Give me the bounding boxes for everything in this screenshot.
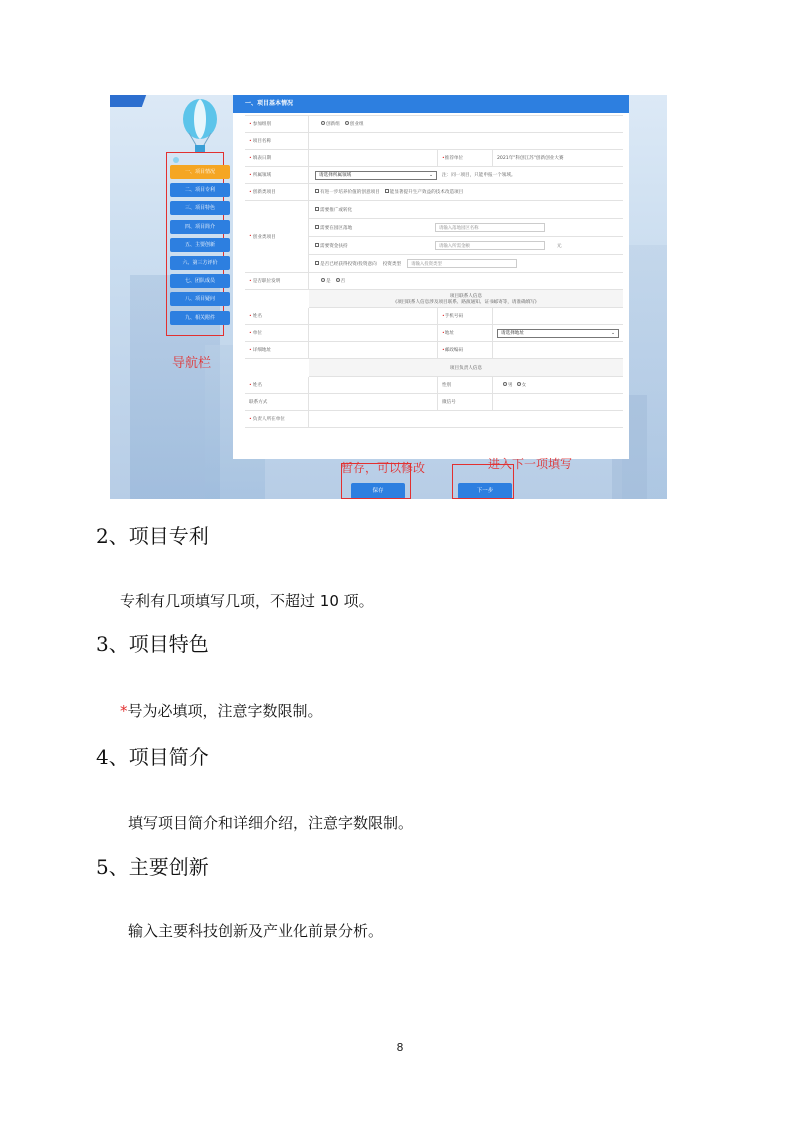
chevron-down-icon: ⌄ [611, 330, 615, 336]
contact-zip-label: 邮政编码 [444, 348, 464, 353]
next-step-button[interactable]: 下一步 [458, 483, 512, 499]
contact-name-label: 姓名 [252, 314, 262, 319]
track-radio-startup[interactable]: 创业组 [345, 121, 364, 127]
page-number: 8 [396, 1041, 404, 1054]
form-row: • 负责人所在单位 [245, 411, 623, 428]
leader-contact-label: 联系方式 [249, 400, 268, 405]
form-grid [245, 115, 623, 428]
track-radio-innovation[interactable]: 创新组 [321, 121, 340, 127]
innov-checkbox-2[interactable]: 能显著提升生产效益的技术改造项目 [385, 189, 464, 195]
gender-radio-male[interactable]: 男 [503, 382, 513, 388]
field-note: 注：同一项目，只能申报一个领域。 [442, 173, 516, 178]
save-button[interactable]: 保存 [351, 483, 405, 499]
nav-item-features[interactable]: 三、项目特色 [170, 201, 230, 215]
job-radio-yes[interactable]: 是 [321, 278, 331, 284]
nav-top-dot [173, 157, 179, 163]
nav-item-intro[interactable]: 四、项目简介 [170, 220, 230, 234]
startup-checkbox-3[interactable]: 需要资金扶持 [315, 243, 423, 249]
gender-radio-female[interactable]: 女 [517, 382, 527, 388]
leader-name-input[interactable] [309, 377, 437, 393]
section-heading-features: 3、项目特色 [96, 632, 209, 656]
recommender-value: 2021年"科创江苏"创新创业大赛 [497, 156, 564, 161]
leader-gender-label: 性别 [442, 383, 452, 388]
save-annotation: 暂存，可以修改 [341, 461, 426, 475]
name-label: 项目名称 [252, 139, 272, 144]
form-row: • 单位 • 地址 请选择地址 ⌄ [245, 325, 623, 342]
innov-checkbox-1[interactable]: 有进一步培养价值的创意项目 [315, 189, 380, 195]
nav-item-questions[interactable]: 八、项目疑问 [170, 292, 230, 306]
contact-addr-label: 地址 [444, 331, 454, 336]
section-body-innovation: 输入主要科技创新及产业化前景分析。 [128, 922, 384, 940]
section-heading-intro: 4、项目简介 [96, 745, 209, 769]
recommender-label: 推荐单位 [444, 156, 464, 161]
contact-detail-label: 详细地址 [252, 348, 272, 353]
required-star: * [120, 702, 128, 720]
form-row: • 创业类项目 需要推广或转化 需要在园区落地 请输入落地园区名称 需要资金扶持 请输入所需金额 元 是否已经获得投资/投资意向 投资类型 请输入投资类型 [245, 201, 623, 273]
form-screenshot [110, 95, 667, 499]
section-body-intro: 填写项目简介和详细介绍，注意字数限制。 [128, 814, 414, 832]
form-panel [233, 95, 629, 459]
job-label: 是否职位发明 [252, 279, 281, 284]
invest-type-input[interactable]: 请输入投资类型 [407, 259, 517, 268]
form-row: • 创新类项目 有进一步培养价值的创意项目 能显著提升生产效益的技术改造项目 [245, 184, 623, 201]
leader-contact-input[interactable] [309, 394, 437, 410]
field-label: 所属领域 [252, 173, 272, 178]
leader-name-label: 姓名 [252, 383, 262, 388]
leader-wechat-label: 微信号 [442, 400, 456, 405]
date-label: 填表日期 [252, 156, 272, 161]
nav-item-innovation[interactable]: 五、主要创新 [170, 238, 230, 252]
section-heading-patents: 2、项目专利 [96, 524, 209, 548]
contact-section-header: 项目联系人信息 (项目联系人信息涉及项目联系、路演通知、证书邮寄等，请准确填写) [309, 290, 623, 308]
hot-air-balloon-icon [180, 99, 220, 157]
section-heading-innovation: 5、主要创新 [96, 855, 209, 879]
form-row: • 是否职位发明 是 否 [245, 273, 623, 290]
job-radio-no[interactable]: 否 [336, 278, 346, 284]
contact-zip-input[interactable] [493, 342, 623, 358]
section-body-features: *号为必填项，注意字数限制。 [120, 702, 323, 720]
address-select[interactable]: 请选择地址 ⌄ [497, 329, 619, 338]
contact-phone-input[interactable] [493, 308, 623, 324]
startup-checkbox-1[interactable]: 需要推广或转化 [315, 207, 352, 213]
form-row: • 所属领域 请选择所属领域 ⌄ 注：同一项目，只能申报一个领域。 [245, 167, 623, 184]
track-label: 参加组别 [252, 122, 272, 127]
panel-title: 一、项目基本情况 [233, 95, 629, 113]
form-row: • 项目名称 [245, 133, 623, 150]
leader-section-header: 项目负责人信息 [309, 359, 623, 377]
invest-type-label: 投资类型 [382, 261, 402, 267]
park-name-input[interactable]: 请输入落地园区名称 [435, 223, 545, 232]
form-row [245, 394, 623, 411]
nav-item-attachments[interactable]: 九、相关附件 [170, 311, 230, 325]
field-select[interactable]: 请选择所属领域 ⌄ [315, 171, 437, 180]
form-row: • 填表日期 • 推荐单位 2021年"科创江苏"创新创业大赛 [245, 150, 623, 167]
corner-decoration [110, 95, 146, 107]
project-name-input[interactable] [309, 133, 623, 149]
form-row: • 详细地址 • 邮政编码 [245, 342, 623, 359]
innov-label: 创新类项目 [252, 190, 276, 195]
side-nav [170, 165, 230, 329]
next-annotation: 进入下一项填写 [488, 457, 573, 471]
currency-unit: 元 [557, 243, 562, 249]
section-body-patents: 专利有几项填写几项，不超过 10 项。 [120, 592, 374, 610]
date-input[interactable] [309, 150, 437, 166]
contact-phone-label: 手机号码 [444, 314, 464, 319]
contact-name-input[interactable] [309, 308, 437, 324]
nav-item-project-info[interactable]: 一、项目情况 [170, 165, 230, 179]
contact-detail-input[interactable] [309, 342, 437, 358]
form-row: • 姓名 • 手机号码 [245, 308, 623, 325]
nav-item-evaluation[interactable]: 六、第三方评价 [170, 256, 230, 270]
nav-caption: 导航栏 [172, 356, 212, 371]
form-row: • 姓名 性别 男 女 [245, 377, 623, 394]
startup-checkbox-2[interactable]: 需要在园区落地 [315, 225, 423, 231]
nav-item-team[interactable]: 七、团队成员 [170, 274, 230, 288]
funding-amount-input[interactable]: 请输入所需金额 [435, 241, 545, 250]
nav-item-patents[interactable]: 二、项目专利 [170, 183, 230, 197]
chevron-down-icon: ⌄ [429, 172, 433, 178]
contact-unit-label: 单位 [252, 331, 262, 336]
leader-wechat-input[interactable] [493, 394, 623, 410]
form-row: • 参加组别 创新组 创业组 [245, 116, 623, 133]
contact-unit-input[interactable] [309, 325, 437, 341]
leader-unit-input[interactable] [309, 411, 623, 427]
startup-label: 创业类项目 [252, 234, 276, 240]
leader-unit-label: 负责人所在单位 [252, 417, 285, 422]
startup-checkbox-4[interactable]: 是否已经获得投资/投资意向 [315, 261, 377, 267]
